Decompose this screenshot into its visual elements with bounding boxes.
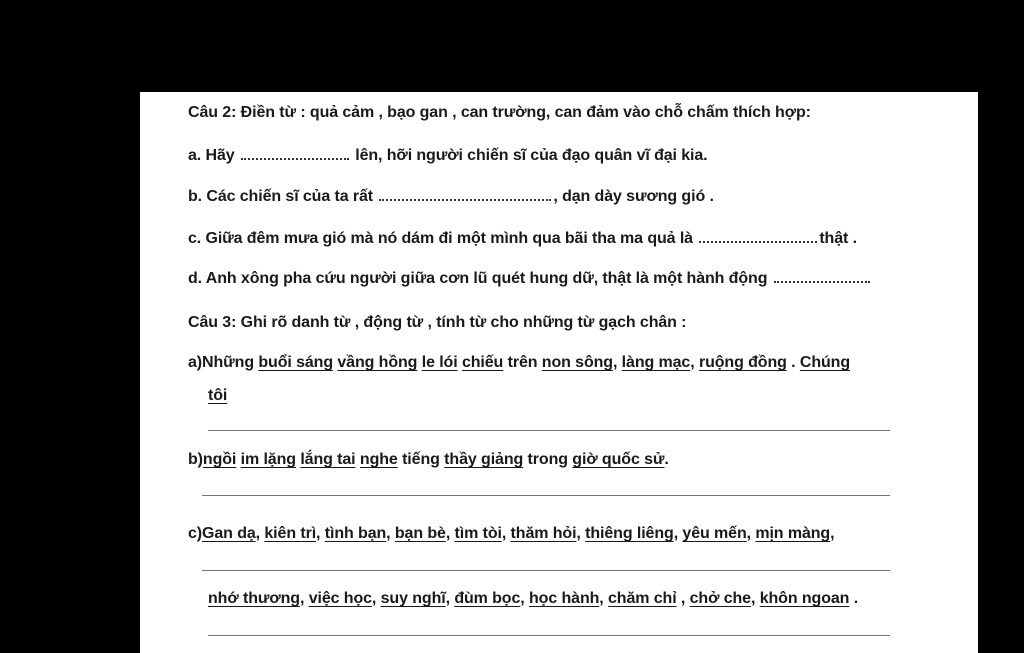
underlined-word: học hành bbox=[528, 590, 600, 607]
question-3b-label: b) bbox=[188, 451, 203, 468]
underlined-word: thầy giảng bbox=[444, 451, 524, 468]
question-2d bbox=[188, 269, 872, 288]
underlined-word: việc học bbox=[308, 590, 372, 607]
question-2a-prefix: a. Hãy bbox=[188, 147, 239, 164]
underlined-word: non sông bbox=[541, 354, 613, 371]
underlined-word: khôn ngoan bbox=[759, 590, 850, 607]
question-2a-suffix: lên, hỡi người chiến sĩ của đạo quân vĩ đại kia. bbox=[350, 147, 708, 164]
underlined-word: Chúng bbox=[799, 354, 851, 371]
answer-line-3b[interactable] bbox=[202, 495, 890, 496]
blank-2a[interactable] bbox=[241, 146, 349, 160]
underlined-word: bạn bè bbox=[394, 525, 446, 542]
underlined-word: Gan dạ bbox=[202, 525, 256, 542]
word: trên bbox=[507, 354, 538, 371]
underlined-word: suy nghĩ bbox=[380, 590, 446, 607]
underlined-word: buổi sáng bbox=[258, 354, 334, 371]
underlined-word: kiên trì bbox=[264, 525, 317, 542]
underlined-word: chở che bbox=[689, 590, 751, 607]
underlined-word: giờ quốc sử bbox=[572, 451, 665, 468]
question-3c-label: c) bbox=[188, 525, 203, 542]
underlined-word: làng mạc bbox=[621, 354, 691, 371]
question-2a bbox=[188, 146, 708, 165]
underlined-word: chiếu bbox=[461, 354, 504, 371]
question-3c-cont: nhớ thương, việc học, suy nghĩ, đùm bọc, học hành, chăm chỉ , chở che, khôn ngoan . bbox=[208, 590, 859, 607]
blank-2b[interactable] bbox=[379, 187, 551, 201]
underlined-word: lắng tai bbox=[300, 451, 356, 468]
underlined-word: nhớ thương bbox=[208, 590, 300, 607]
answer-line-3c-2[interactable] bbox=[208, 635, 890, 636]
blank-2c[interactable] bbox=[699, 229, 817, 243]
underlined-word: thiêng liêng bbox=[585, 525, 674, 542]
question-2d-prefix: d. Anh xông pha cứu người giữa cơn lũ quét hung dữ, thật là một hành động bbox=[188, 270, 772, 287]
question-3a-cont bbox=[208, 387, 227, 405]
underlined-word: đùm bọc bbox=[454, 590, 521, 607]
blank-2d[interactable] bbox=[774, 269, 870, 283]
underlined-word: thăm hỏi bbox=[510, 525, 577, 542]
underlined-word: yêu mến bbox=[682, 525, 747, 542]
word: trong bbox=[527, 451, 568, 468]
question-2b-suffix: , dạn dày sương gió . bbox=[553, 188, 714, 205]
underlined-word: ruộng đồng bbox=[698, 354, 787, 371]
question-3a: a)Những buổi sáng vầng hồng le lói chiếu trên non sông, làng mạc, ruộng đồng . Chúng bbox=[188, 354, 851, 371]
question-2c-suffix: thật . bbox=[819, 230, 857, 247]
question-2c-prefix: c. Giữa đêm mưa gió mà nó dám đi một mình qua bãi tha ma quả là bbox=[188, 230, 698, 247]
answer-line-3c-1[interactable] bbox=[202, 570, 890, 571]
question-3a-label: a) bbox=[188, 354, 203, 371]
underlined-word: tình bạn bbox=[324, 525, 387, 542]
underlined-word: vầng hồng bbox=[337, 354, 418, 371]
underlined-word: tìm tòi bbox=[454, 525, 502, 542]
question-3-title: Câu 3: Ghi rõ danh từ , động từ , tính từ cho những từ gạch chân : bbox=[188, 314, 687, 331]
underlined-word: tôi bbox=[208, 387, 228, 404]
underlined-word: chăm chỉ bbox=[608, 590, 677, 607]
question-3c: c)Gan dạ, kiên trì, tình bạn, bạn bè, tìm tòi, thăm hỏi, thiêng liêng, yêu mến, mịn màng, bbox=[188, 525, 835, 542]
question-2b-prefix: b. Các chiến sĩ của ta rất bbox=[188, 188, 378, 205]
underlined-word: nghe bbox=[359, 451, 398, 468]
question-3b: b)ngồi im lặng lắng tai nghe tiếng thầy giảng trong giờ quốc sử. bbox=[188, 451, 669, 468]
question-2-title: Câu 2: Điền từ : quả cảm , bạo gan , can trường, can đảm vào chỗ chấm thích hợp: bbox=[188, 104, 811, 121]
underlined-word: mịn màng bbox=[755, 525, 831, 542]
underlined-word: ngồi bbox=[202, 451, 237, 468]
underlined-word: im lặng bbox=[240, 451, 296, 468]
worksheet-page bbox=[140, 92, 978, 653]
word: Những bbox=[202, 354, 254, 371]
question-2c bbox=[188, 229, 857, 248]
question-2b bbox=[188, 187, 714, 206]
word: tiếng bbox=[402, 451, 440, 468]
underlined-word: le lói bbox=[421, 354, 458, 371]
answer-line-3a[interactable] bbox=[208, 430, 890, 431]
